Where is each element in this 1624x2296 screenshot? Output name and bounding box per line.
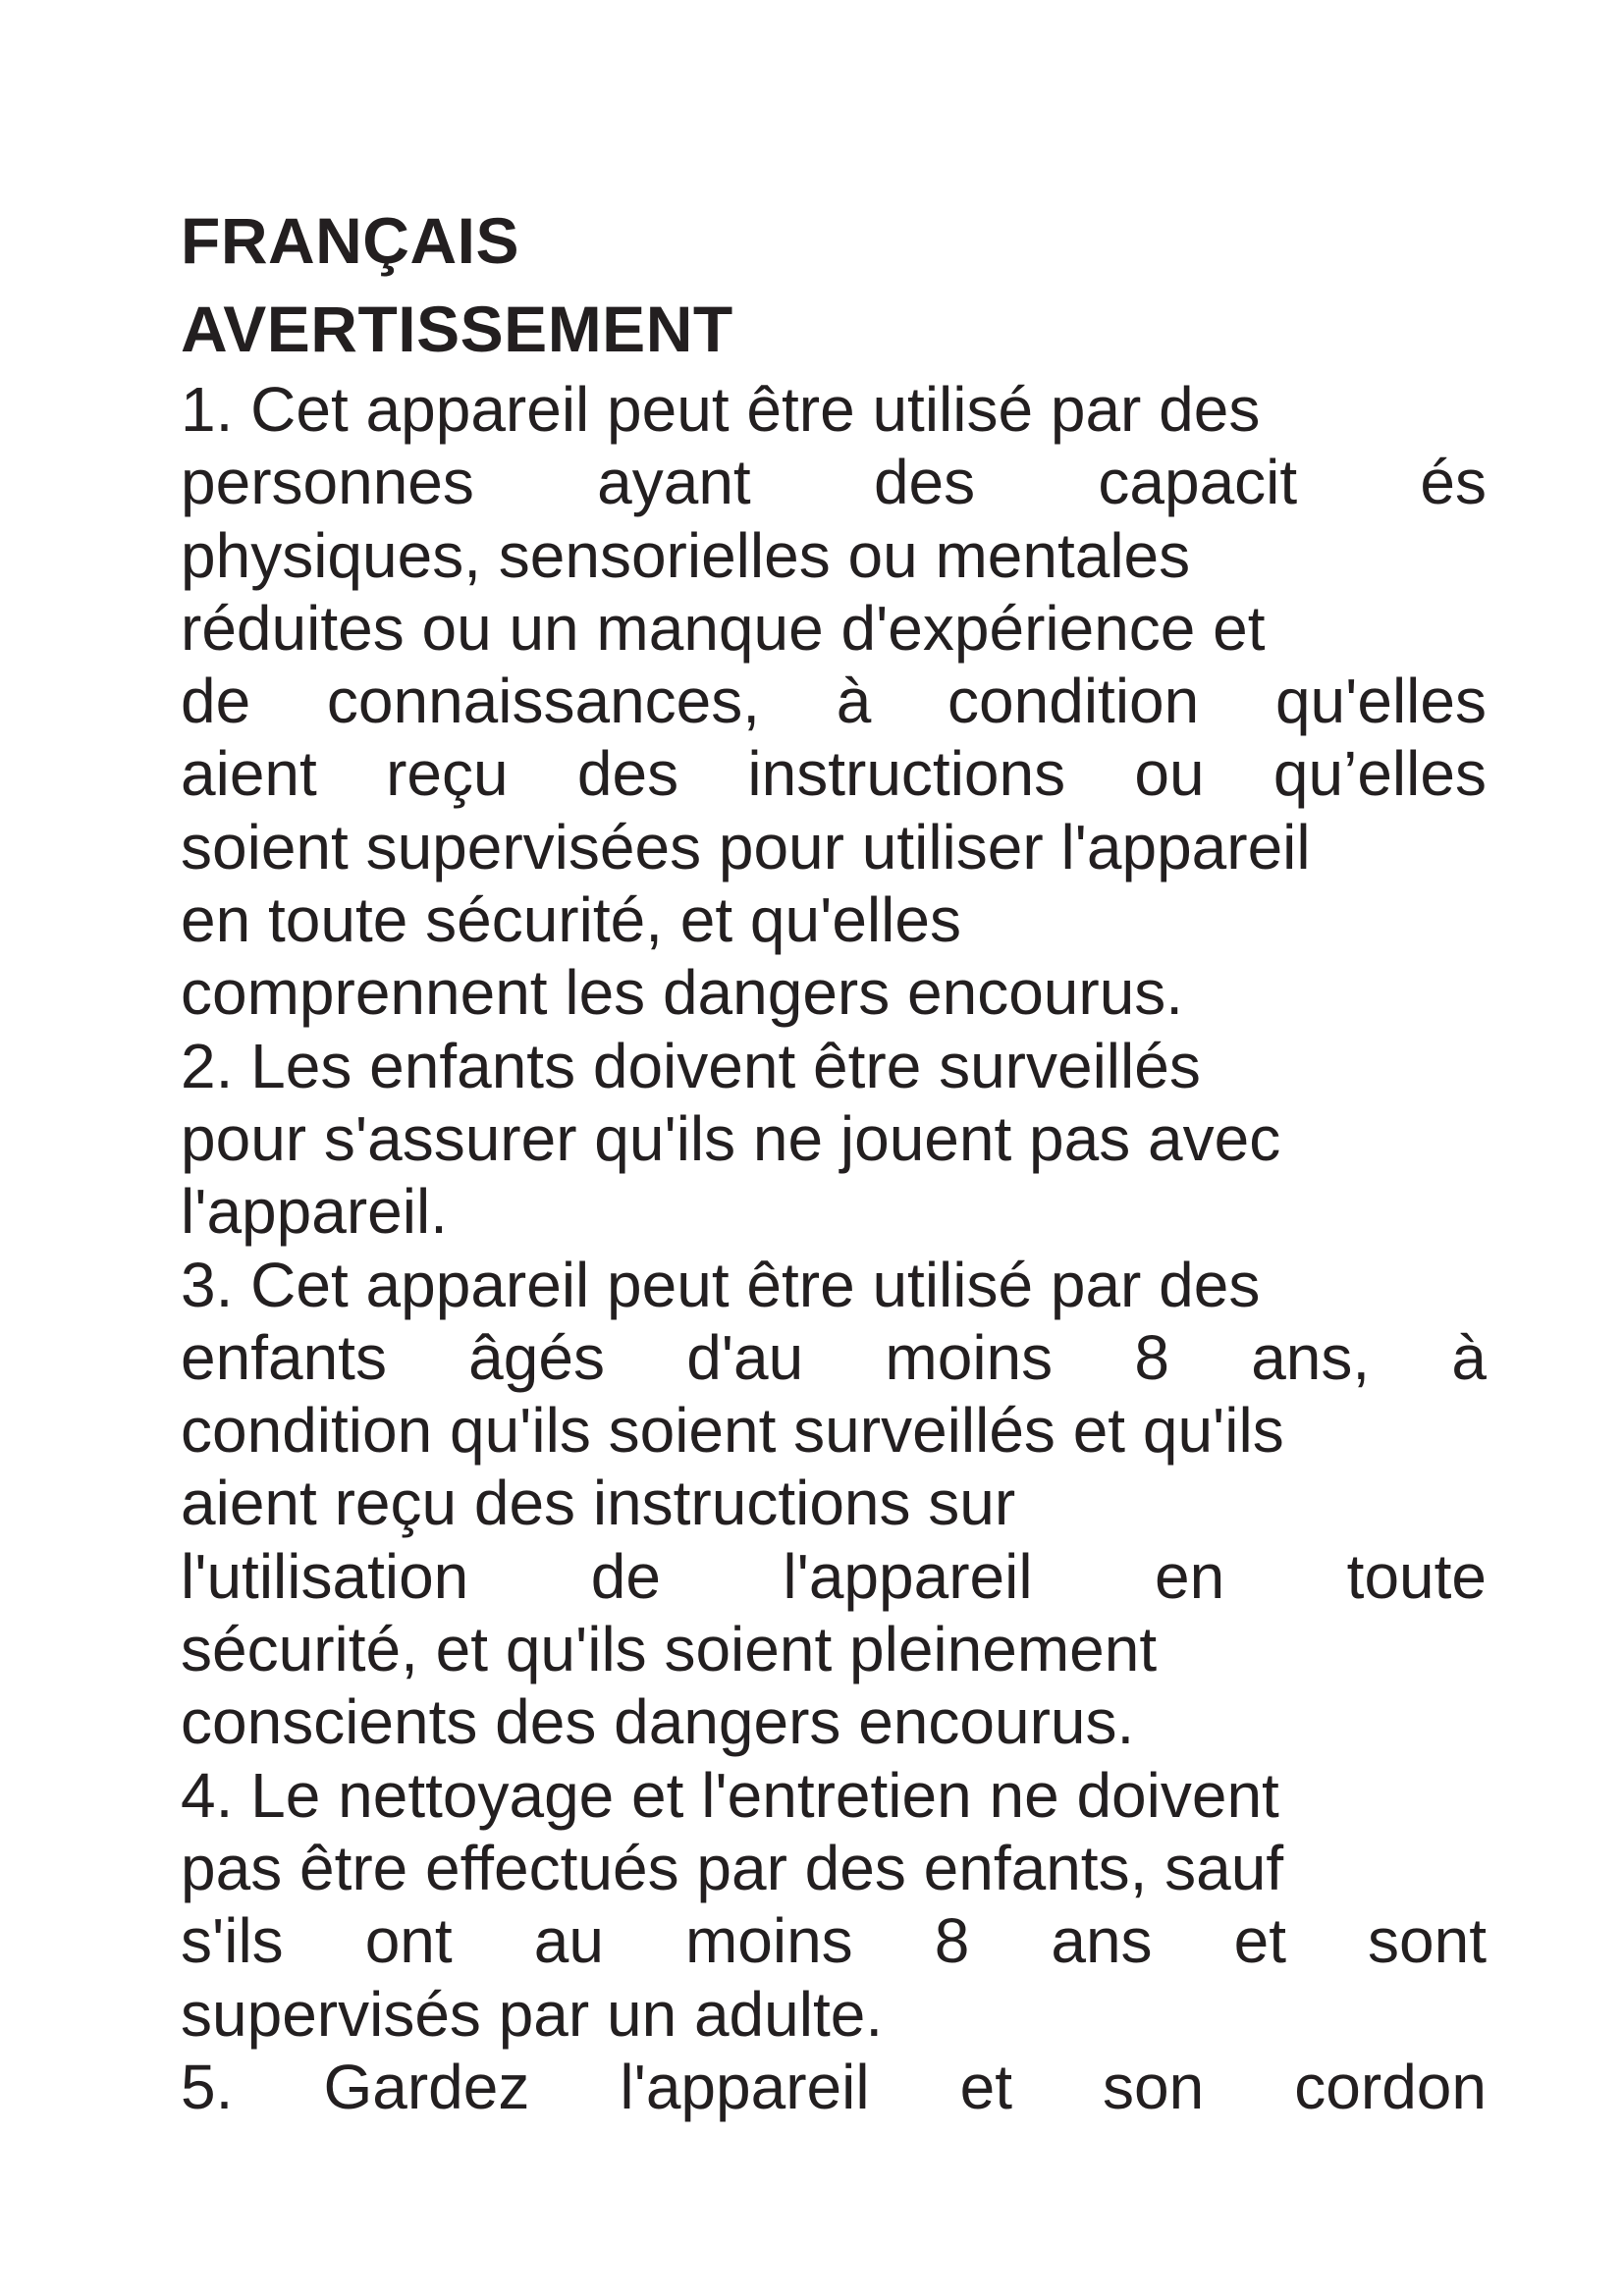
word: moins — [684, 1905, 853, 1977]
word: en — [1155, 1540, 1225, 1612]
word: à — [1451, 1321, 1487, 1393]
word: ans — [1051, 1905, 1153, 1977]
word: 8 — [934, 1905, 970, 1977]
word: de — [181, 666, 251, 737]
word: toute — [1346, 1540, 1487, 1612]
word: personnes — [181, 447, 474, 518]
text-line — [181, 1904, 1487, 1977]
text-line: en toute sécurité, et qu'elles — [181, 884, 961, 956]
word: instructions — [747, 738, 1066, 810]
word: l'appareil — [620, 2051, 870, 2122]
word: ayant — [597, 447, 751, 518]
word: ou — [1134, 738, 1205, 810]
word: des — [576, 738, 679, 810]
word: condition — [947, 666, 1200, 737]
word: connaissances, — [326, 666, 761, 737]
text-line: soient supervisées pour utiliser l'appareil — [181, 811, 1311, 882]
word: ont — [364, 1905, 453, 1977]
text-line — [181, 737, 1487, 810]
word: reçu — [386, 738, 509, 810]
text-line: l'appareil. — [181, 1176, 448, 1248]
word: Gardez — [323, 2051, 530, 2122]
word: à — [836, 666, 872, 737]
text-line: 4. Le nettoyage et l'entretien ne doivent — [181, 1759, 1279, 1831]
word: des — [873, 447, 976, 518]
text-line: conscients des dangers encourus. — [181, 1686, 1135, 1758]
word: au — [533, 1905, 604, 1977]
word: l'utilisation — [181, 1540, 469, 1612]
word: d'au — [686, 1321, 804, 1393]
word: sont — [1368, 1905, 1487, 1977]
text-line — [181, 1321, 1487, 1394]
word: aient — [181, 738, 317, 810]
warning-heading: AVERTISSEMENT — [181, 293, 733, 365]
word: 8 — [1134, 1321, 1169, 1393]
word: qu'elles — [1274, 666, 1487, 737]
text-line: sécurité, et qu'ils soient pleinement — [181, 1614, 1158, 1685]
text-line: 2. Les enfants doivent être surveillés — [181, 1030, 1201, 1101]
word: âgés — [468, 1321, 605, 1393]
word: capacit — [1098, 447, 1298, 518]
word: et — [959, 2051, 1012, 2122]
text-line: comprennent les dangers encourus. — [181, 957, 1184, 1029]
text-line: pour s'assurer qu'ils ne jouent pas avec — [181, 1102, 1281, 1174]
warning-body — [181, 373, 1487, 2123]
word: moins — [885, 1321, 1054, 1393]
text-line: 1. Cet appareil peut être utilisé par des — [181, 374, 1261, 445]
text-line: condition qu'ils soient surveillés et qu'ils — [181, 1395, 1284, 1467]
text-line: supervisés par un adulte. — [181, 1978, 884, 2050]
text-line — [181, 2051, 1487, 2123]
word: és — [1420, 447, 1487, 518]
text-line: pas être effectués par des enfants, sauf — [181, 1832, 1284, 1903]
word: 5. — [181, 2051, 234, 2122]
text-line — [181, 665, 1487, 737]
word: cordon — [1294, 2051, 1487, 2122]
word: enfants — [181, 1321, 387, 1393]
word: ans, — [1251, 1321, 1371, 1393]
language-heading: FRANÇAIS — [181, 204, 519, 277]
word: qu’elles — [1272, 738, 1487, 810]
word: son — [1103, 2051, 1205, 2122]
text-line: réduites ou un manque d'expérience et — [181, 592, 1266, 664]
warning-section — [181, 196, 1487, 2123]
word: et — [1233, 1905, 1286, 1977]
word: l'appareil — [783, 1540, 1033, 1612]
word: de — [590, 1540, 661, 1612]
text-line — [181, 446, 1487, 518]
text-line: physiques, sensorielles ou mentales — [181, 519, 1191, 591]
text-line: 3. Cet appareil peut être utilisé par des — [181, 1249, 1261, 1320]
text-line: aient reçu des instructions sur — [181, 1468, 1016, 1539]
word: s'ils — [181, 1905, 284, 1977]
text-line — [181, 1540, 1487, 1613]
